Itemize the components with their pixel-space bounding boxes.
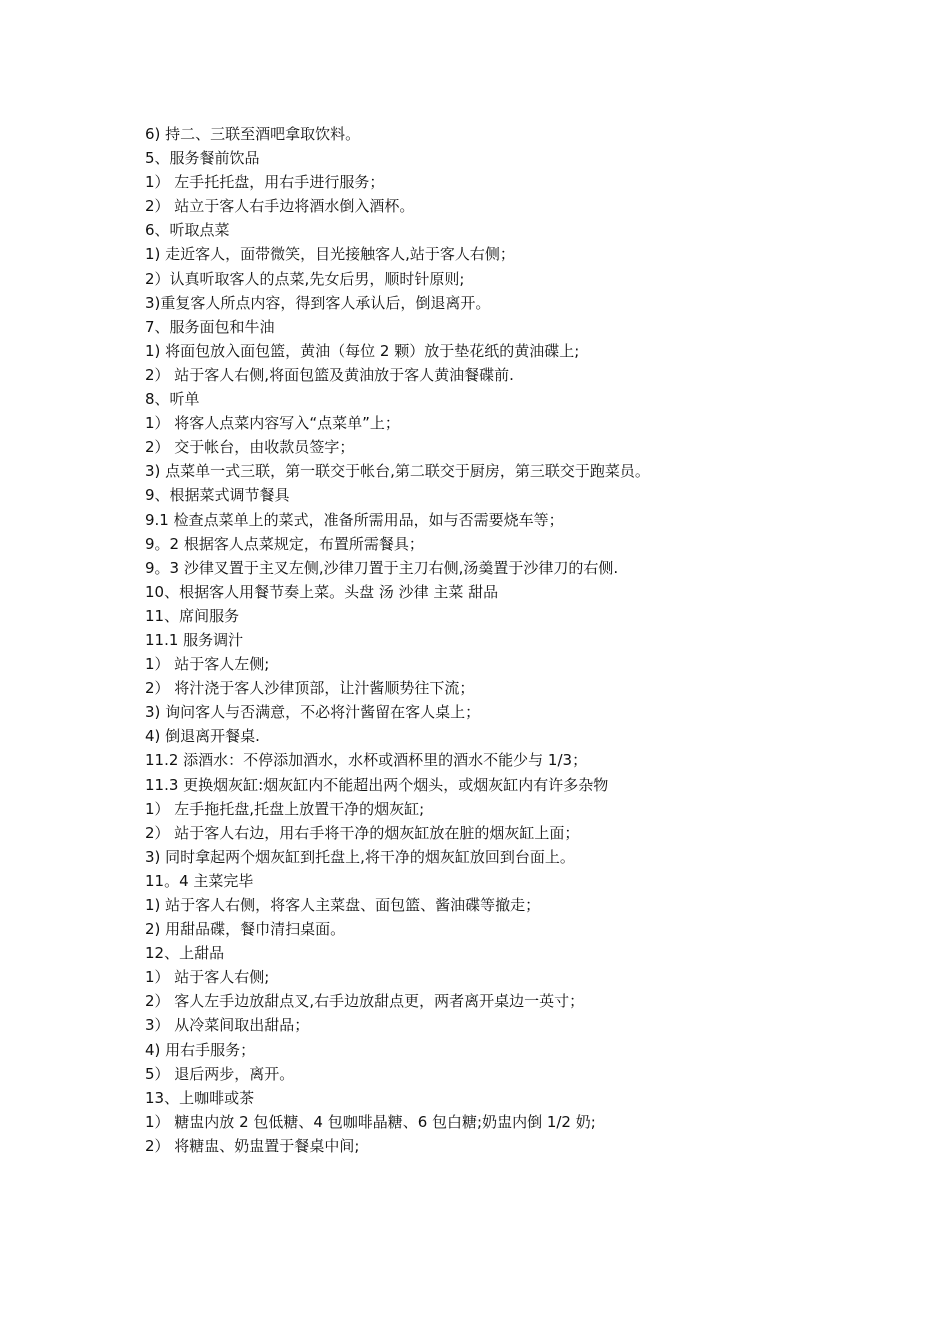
text-line: 2）认真听取客人的点菜,先女后男，顺时针原则; [145, 269, 465, 288]
text-line: 1） 站于客人右侧; [145, 968, 270, 987]
subsection-heading: 11。4 主菜完毕 [145, 871, 254, 890]
text-line: 3) 同时拿起两个烟灰缸到托盘上,将干净的烟灰缸放回到台面上。 [145, 847, 575, 866]
text-line: 3) 点菜单一式三联，第一联交于帐台,第二联交于厨房，第三联交于跑菜员。 [145, 462, 650, 481]
text-line: 4) 倒退离开餐桌. [145, 727, 260, 746]
section-heading: 12、上甜品 [145, 944, 225, 963]
text-line: 3)重复客人所点内容，得到客人承认后，倒退离开。 [145, 293, 491, 312]
subsection-heading: 11.3 更换烟灰缸:烟灰缸内不能超出两个烟头，或烟灰缸内有许多杂物 [145, 775, 609, 794]
text-line: 1） 左手拖托盘,托盘上放置干净的烟灰缸; [145, 799, 425, 818]
text-line: 2) 用甜品碟，餐巾清扫桌面。 [145, 920, 346, 939]
text-line: 1） 站于客人左侧; [145, 655, 270, 674]
section-heading: 7、服务面包和牛油 [145, 317, 275, 336]
section-heading: 5、服务餐前饮品 [145, 149, 260, 168]
text-line: 2） 交于帐台，由收款员签字； [145, 438, 355, 457]
section-heading: 11、席间服务 [145, 606, 240, 625]
document-body [145, 122, 835, 1158]
text-line: 2） 将汁浇于客人沙律顶部，让汁酱顺势往下流； [145, 679, 475, 698]
text-line: 1) 站于客人右侧，将客人主菜盘、面包篮、酱油碟等撤走； [145, 896, 541, 914]
text-line: 1) 将面包放入面包篮，黄油（每位 2 颗）放于垫花纸的黄油碟上; [145, 341, 580, 360]
section-heading: 8、听单 [145, 390, 200, 409]
text-line: 2） 站于客人右边，用右手将干净的烟灰缸放在脏的烟灰缸上面； [145, 823, 580, 842]
section-heading: 10、根据客人用餐节奏上菜。头盘 汤 沙律 主菜 甜品 [145, 582, 499, 601]
text-line: 4) 用右手服务； [145, 1040, 256, 1059]
section-heading: 9、根据菜式调节餐具 [145, 486, 290, 505]
subsection-heading: 11.2 添酒水：不停添加酒水，水杯或酒杯里的酒水不能少与 1/3； [145, 751, 588, 770]
text-line: 2） 站于客人右侧,将面包篮及黄油放于客人黄油餐碟前. [145, 365, 514, 384]
section-heading: 6、听取点菜 [145, 221, 230, 240]
text-line: 2） 客人左手边放甜点叉,右手边放甜点更，两者离开桌边一英寸； [145, 992, 585, 1011]
text-line: 9.1 检查点菜单上的菜式，准备所需用品，如与否需要烧车等； [145, 510, 564, 529]
text-line: 9。2 根据客人点菜规定，布置所需餐具； [145, 534, 424, 553]
section-heading: 13、上咖啡或茶 [145, 1088, 255, 1107]
text-line: 6) 持二、三联至酒吧拿取饮料。 [145, 125, 361, 143]
text-line: 1) 走近客人，面带微笑，目光接触客人,站于客人右侧； [145, 245, 515, 264]
subsection-heading: 11.1 服务调汁 [145, 630, 244, 649]
text-line: 1） 将客人点菜内容写入“点菜单”上； [145, 414, 400, 433]
text-line: 3) 询问客人与否满意，不必将汁酱留在客人桌上； [145, 703, 481, 722]
text-line: 9。3 沙律叉置于主叉左侧,沙律刀置于主刀右侧,汤羮置于沙律刀的右侧. [145, 558, 619, 577]
text-line: 1） 糖盅内放 2 包低糖、4 包咖啡晶糖、6 包白糖;奶盅内倒 1/2 奶; [145, 1112, 596, 1131]
text-line: 3） 从冷菜间取出甜品； [145, 1016, 310, 1035]
text-line: 2） 站立于客人右手边将酒水倒入酒杯。 [145, 197, 415, 216]
text-line: 5） 退后两步，离开。 [145, 1064, 295, 1083]
text-line: 1） 左手托托盘，用右手进行服务； [145, 173, 385, 192]
text-line: 2） 将糖盅、奶盅置于餐桌中间; [145, 1136, 360, 1155]
